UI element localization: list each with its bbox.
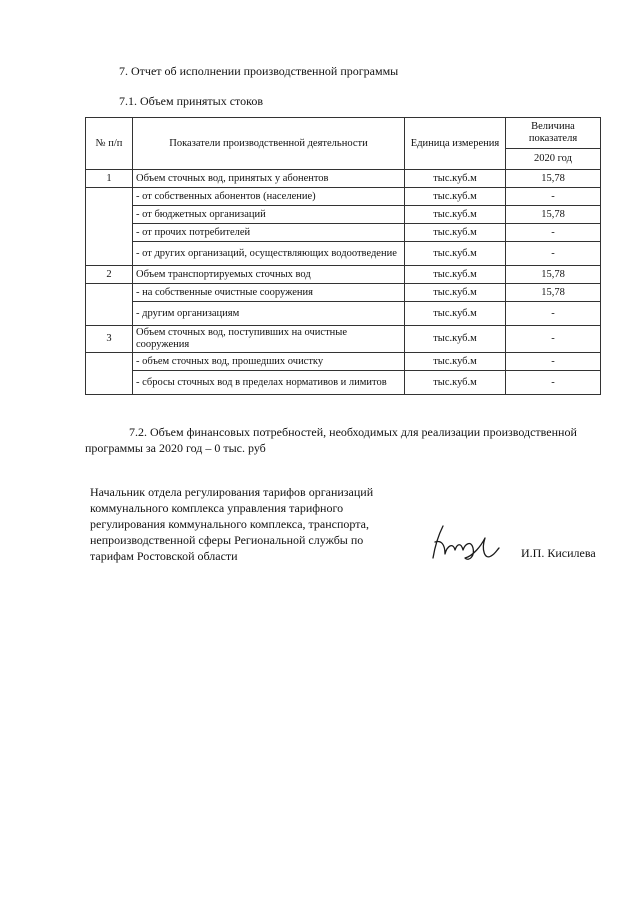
row-unit: тыс.куб.м: [405, 188, 506, 206]
table-row: [86, 170, 601, 188]
table-row: [86, 302, 601, 326]
row-indicator: - от прочих потребителей: [133, 224, 405, 242]
header-indicator: Показатели производственной деятельности: [133, 118, 405, 170]
section-7-2-paragraph: 7.2. Объем финансовых потребностей, необходимых для реализации производственной программы за 2020 год – 0 тыс. руб: [85, 425, 577, 455]
row-value: -: [506, 242, 601, 266]
row-num: [86, 188, 133, 266]
row-unit: тыс.куб.м: [405, 170, 506, 188]
row-unit: тыс.куб.м: [405, 326, 506, 353]
table-row: [86, 206, 601, 224]
row-indicator: Объем сточных вод, принятых у абонентов: [133, 170, 405, 188]
row-value: -: [506, 326, 601, 353]
signer-name: И.П. Кисилева: [521, 546, 596, 560]
handwritten-signature: [425, 520, 505, 570]
row-unit: тыс.куб.м: [405, 284, 506, 302]
table-row: [86, 224, 601, 242]
signer-position: Начальник отдела регулирования тарифов организаций коммунального комплекса управления тарифного регулирования коммунального комплекса, транспорта, непроизводственной сферы Региональной службы по тарифам Ростовской области: [90, 485, 374, 563]
table-row: [86, 266, 601, 284]
header-unit: Единица измерения: [405, 118, 506, 170]
row-value: 15,78: [506, 170, 601, 188]
row-num: [86, 353, 133, 395]
row-value: 15,78: [506, 266, 601, 284]
row-indicator: - от других организаций, осуществляющих водоотведение: [133, 242, 405, 266]
row-unit: тыс.куб.м: [405, 371, 506, 395]
row-unit: тыс.куб.м: [405, 224, 506, 242]
table-row: [86, 242, 601, 266]
header-year: 2020 год: [506, 149, 601, 170]
row-indicator: Объем транспортируемых сточных вод: [133, 266, 405, 284]
header-value: Величина показателя: [506, 118, 601, 149]
row-num: [86, 284, 133, 326]
row-indicator: Объем сточных вод, поступивших на очистные сооружения: [133, 326, 405, 353]
row-indicator: - от собственных абонентов (население): [133, 188, 405, 206]
row-indicator: - на собственные очистные сооружения: [133, 284, 405, 302]
row-indicator: - от бюджетных организаций: [133, 206, 405, 224]
row-num: 1: [86, 170, 133, 188]
row-value: -: [506, 353, 601, 371]
row-unit: тыс.куб.м: [405, 206, 506, 224]
row-num: 3: [86, 326, 133, 353]
row-value: -: [506, 224, 601, 242]
table-row: [86, 326, 601, 353]
table-row: [86, 284, 601, 302]
table-row: [86, 188, 601, 206]
row-indicator: - объем сточных вод, прошедших очистку: [133, 353, 405, 371]
row-unit: тыс.куб.м: [405, 353, 506, 371]
row-value: -: [506, 371, 601, 395]
row-num: 2: [86, 266, 133, 284]
row-unit: тыс.куб.м: [405, 242, 506, 266]
row-indicator: - сбросы сточных вод в пределах нормативов и лимитов: [133, 371, 405, 395]
header-num: № п/п: [86, 118, 133, 170]
table-row: [86, 371, 601, 395]
table-row: [86, 353, 601, 371]
section-7-1-title: 7.1. Объем принятых стоков: [119, 94, 263, 108]
row-indicator: - другим организациям: [133, 302, 405, 326]
section-7-title: 7. Отчет об исполнении производственной программы: [119, 64, 399, 78]
row-value: 15,78: [506, 206, 601, 224]
row-value: -: [506, 302, 601, 326]
row-unit: тыс.куб.м: [405, 266, 506, 284]
row-value: 15,78: [506, 284, 601, 302]
row-value: -: [506, 188, 601, 206]
accepted-wastewater-table: [85, 117, 601, 395]
row-unit: тыс.куб.м: [405, 302, 506, 326]
